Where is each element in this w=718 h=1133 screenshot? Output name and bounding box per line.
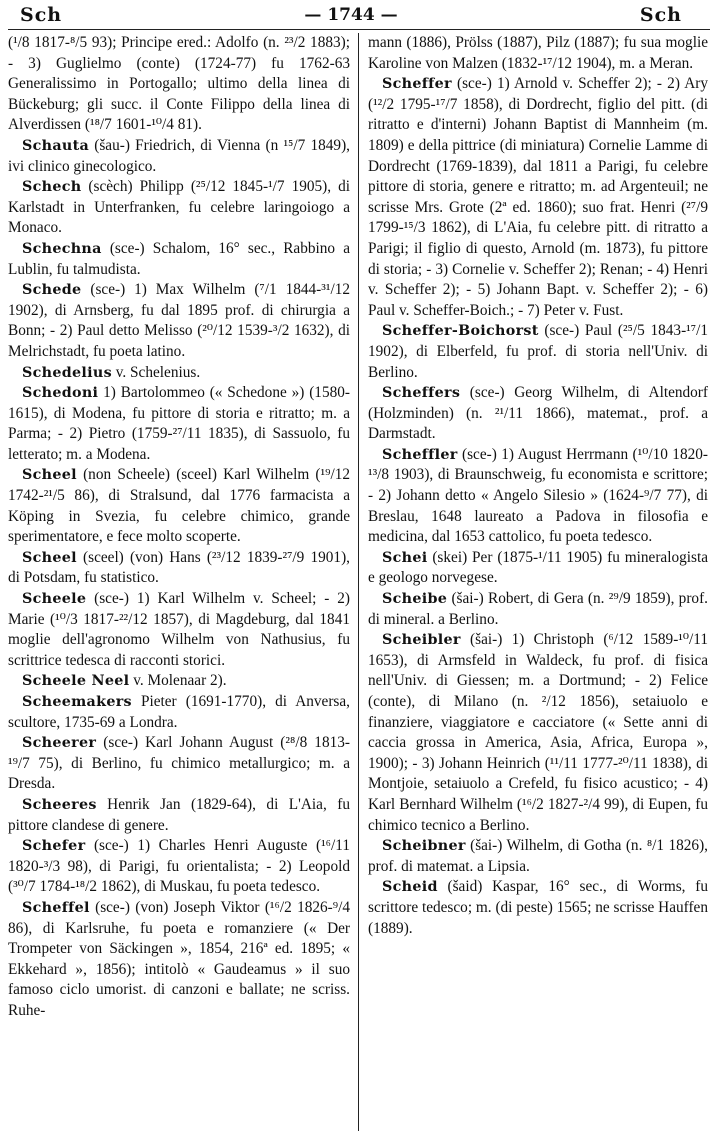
entry-headword: Scheerer — [22, 735, 97, 752]
entry-body: (non Scheele) (sceel) Karl Wilhelm (¹⁹/12 1742-²¹/5 86), di Stralsund, dal 1776 farmacista a Köping in Svezia, fu celebre chimico, grande sperimentatore, e fece molto scoperte. — [8, 466, 350, 546]
entry-headword: Schefer — [22, 838, 86, 855]
dictionary-entry — [368, 383, 708, 445]
entry-body: (šai-) Robert, di Gera (n. ²⁹/9 1859), prof. di mineral. a Berlino. — [368, 590, 708, 628]
dictionary-entry — [8, 836, 350, 898]
entry-body: Henrik Jan (1829-64), di L'Aia, fu pittore clandese di genere. — [8, 795, 350, 834]
dictionary-entry — [368, 74, 708, 321]
dictionary-entry — [8, 465, 350, 547]
entry-headword: Scheffler — [382, 446, 458, 463]
page-number: — 1744 — — [304, 4, 398, 25]
dictionary-entry — [368, 548, 708, 589]
entry-headword: Schede — [22, 282, 82, 299]
entry-body: (šau-) Friedrich, di Vienna (n ¹⁵/7 1849), ivi clinico ginecologico. — [8, 136, 350, 175]
entry-headword: Scheeres — [22, 796, 97, 813]
entry-body: (scèch) Philipp (²⁵/12 1845-¹/7 1905), di Karlstadt in Unterfranken, fu celebre laringoiogo a Monaco. — [8, 178, 350, 237]
entry-headword: Schei — [382, 549, 428, 566]
dictionary-entry — [368, 445, 708, 548]
dictionary-entry — [8, 589, 350, 671]
entry-headword: Schedoni — [22, 385, 99, 402]
entry-headword: Scheele — [22, 591, 87, 608]
entry-body: 1) Bartolommeo (« Schedone ») (1580-1615), di Modena, fu pittore di storia e ritratto; m. a Parma; - 2) Pietro (1759-²⁷/11 1835), di Sassuolo, fu letterato; m. a Modena. — [8, 384, 350, 463]
entry-body: (sce-) Karl Johann August (²⁸/8 1813-¹⁹/7 75), di Berlino, fu chimico metallurgico; m. a Dresda. — [8, 734, 350, 793]
entry-body: (sce-) Schalom, 16° sec., Rabbino a Lublin, fu talmudista. — [8, 239, 350, 278]
entry-body: (sce-) 1) Arnold v. Scheffer 2); - 2) Ary (¹²/2 1795-¹⁷/7 1858), di Dordrecht, figlio del pitt. (di ritratto e d'interni) Johann Baptist di Mannheim (m. 1809) e della pittrice (di miniatura) Cornelie Lamme di Dordrecht (1769-1839), dal 1811 a Parigi, fu celebre pittore di storia, genere e ritratto; m. ad Argenteuil; ne scrisse Mrs. Grote (2ª ed. 1860); suo frat. Henri (²⁷/9 1799-¹⁵/3 1862), di L'Aia, fu celebre pitt. di ritratto a Parigi; il figlio di questo, Arnold (m. 1873), fu pittore di storia; - 3) Cornelie v. Scheffer 2); Renan; - 4) Henri v. Scheffer 2); - 5) Johann Bapt. v. Scheffer 2); - 6) Paul v. Scheffer-Boich.; - 7) Peter v. Fust. — [368, 75, 708, 319]
entry-body: (¹/8 1817-⁸/5 93); Principe ered.: Adolfo (n. ²³/2 1883); - 3) Guglielmo (conte) (1724-77) fu 1762-63 Generalissimo in Portogallo; ultimo della linea di Bückeburg; gli succ. il Conte Filippo della linea di Alverdissen (¹⁸/7 1601-¹⁰/4 81). — [8, 34, 350, 134]
header-left-guide: Sch — [20, 3, 63, 26]
dictionary-entry — [8, 136, 350, 177]
entry-headword: Scheibe — [382, 591, 448, 608]
entry-body: v. Molenaar 2). — [129, 672, 227, 690]
dictionary-entry — [8, 363, 350, 384]
entry-headword: Scheemakers — [22, 694, 132, 710]
entry-headword: Scheid — [382, 879, 438, 896]
entry-body: Pieter (1691-1770), di Anversa, scultore, 1735-69 a Londra. — [8, 693, 350, 731]
entry-body: (sce-) 1) August Herrmann (¹⁰/10 1820-¹³/8 1903), di Braunschweig, fu economista e scrittore; - 2) Johann detto « Angelo Silesio » (1624-⁹/7 77), di Breslau, 1648 laureato a Padova in filosofia e medicina, dal 1653 cattolico, fu poeta tedesco. — [368, 445, 708, 546]
entry-body: (sce-) 1) Karl Wilhelm v. Scheel; - 2) Marie (¹⁰/3 1817-²²/12 1857), di Magdeburg, dal 1841 moglie dell'agronomo Wilhelm von Nathusius, fu scrittrice tedesca di racconti storici. — [8, 590, 350, 669]
entry-body: (šaid) Kaspar, 16° sec., di Worms, fu scrittore tedesco; m. (di peste) 1565; ne scrisse Hauffen (1889). — [368, 878, 708, 937]
dictionary-entry — [368, 589, 708, 630]
dictionary-entry — [8, 239, 350, 280]
entry-headword: Schauta — [22, 137, 90, 154]
dictionary-entry — [8, 671, 350, 692]
entry-headword: Scheele Neel — [22, 673, 130, 690]
dictionary-entry — [8, 692, 350, 733]
dictionary-entry — [8, 795, 350, 836]
text-columns — [8, 33, 710, 1131]
entry-body: mann (1886), Prölss (1887), Pilz (1887); fu sua moglie Karoline von Malzen (1832-¹⁷/12 1904), m. a Meran. — [368, 34, 708, 72]
dictionary-entry — [8, 177, 350, 239]
entry-body: (sce-) 1) Max Wilhelm (⁷/1 1844-³¹/12 1902), di Arnsberg, fu dal 1895 prof. di chirurgia a Bonn; - 2) Paul detto Melisso (²⁰/12 1539-³/2 1632), di Melrichstadt, fu poeta latino. — [8, 281, 350, 360]
entry-body: v. Schelenius. — [111, 363, 201, 381]
page-header — [8, 0, 710, 30]
entry-body: (sce-) Paul (²⁵/5 1843-¹⁷/1 1902), di Elberfeld, fu prof. di storia nell'Univ. di Berlino. — [368, 322, 708, 381]
entry-headword: Scheffer-Boichorst — [382, 323, 539, 340]
entry-headword: Scheibler — [382, 632, 461, 649]
entry-body: (sce-) (von) Joseph Viktor (¹⁶/2 1826-⁹/4 86), di Karlsruhe, fu poeta e romanziere (« Der Trompeter von Säckingen », 1854, 216ª ed. 1895; « Ekkehard », 1856); intitolò « Gaudeamus » il suo famoso ciclo umorist. di canzoni e ballate; ne scriss. Ruhe- — [8, 898, 350, 1019]
entry-body: (šai-) 1) Christoph (⁶/12 1589-¹⁰/11 1653), di Armsfeld in Waldeck, fu prof. di fisica nell'Univ. di Giessen; m. a Dortmund; - 2) Felice (conte), di Milano (n. ²/12 1856), setaiuolo e finanziere, viaggiatore e cacciatore (« Sette anni di caccia grossa in America, Asia, Africa, Europa », 1900); - 3) Johann Heinrich (¹¹/11 1777-²⁰/11 1838), di Montjoie, setaiuolo a Crefeld, fu fisico acustico; - 4) Karl Bernhard Wilhelm (¹⁶/2 1827-²/4 99), di Eupen, fu chimico tecnico a Berlino. — [368, 631, 708, 834]
right-column — [358, 33, 708, 1131]
entry-body: (sceel) (von) Hans (²³/12 1839-²⁷/9 1901), di Potsdam, fu statistico. — [8, 548, 350, 587]
entry-headword: Scheffer — [382, 76, 452, 93]
entry-body: (šai-) Wilhelm, di Gotha (n. ⁸/1 1826), prof. di matemat. a Lipsia. — [368, 837, 708, 875]
dictionary-entry — [8, 548, 350, 589]
entry-body: (skei) Per (1875-¹/11 1905) fu mineralogista e geologo norvegese. — [368, 548, 708, 587]
entry-headword: Scheel — [22, 549, 77, 566]
left-column — [8, 33, 358, 1131]
entry-headword: Schechna — [22, 240, 102, 257]
dictionary-entry — [8, 383, 350, 465]
entry-headword: Schedelius — [22, 364, 112, 381]
entry-headword: Scheel — [22, 467, 77, 484]
entry-headword: Scheibner — [382, 838, 466, 855]
entry-continuation — [8, 33, 350, 136]
dictionary-entry — [8, 898, 350, 1022]
entry-headword: Schech — [22, 179, 82, 196]
entry-continuation — [368, 33, 708, 74]
entry-headword: Scheffers — [382, 385, 461, 402]
dictionary-entry — [8, 733, 350, 795]
entry-body: (sce-) Georg Wilhelm, di Altendorf (Holzminden) (n. ²¹/11 1866), matemat., prof. a Darmstadt. — [368, 384, 708, 443]
entry-body: (sce-) 1) Charles Henri Auguste (¹⁶/11 1820-³/3 98), di Parigi, fu orientalista; - 2) Leopold (³⁰/7 1784-¹⁸/2 1862), di Muskau, fu poeta tedesco. — [8, 837, 350, 896]
dictionary-entry — [8, 280, 350, 362]
entry-headword: Scheffel — [22, 899, 90, 916]
dictionary-entry — [368, 630, 708, 836]
header-right-guide: Sch — [639, 3, 682, 26]
dictionary-entry — [368, 877, 708, 939]
dictionary-entry — [368, 836, 708, 877]
dictionary-entry — [368, 321, 708, 383]
